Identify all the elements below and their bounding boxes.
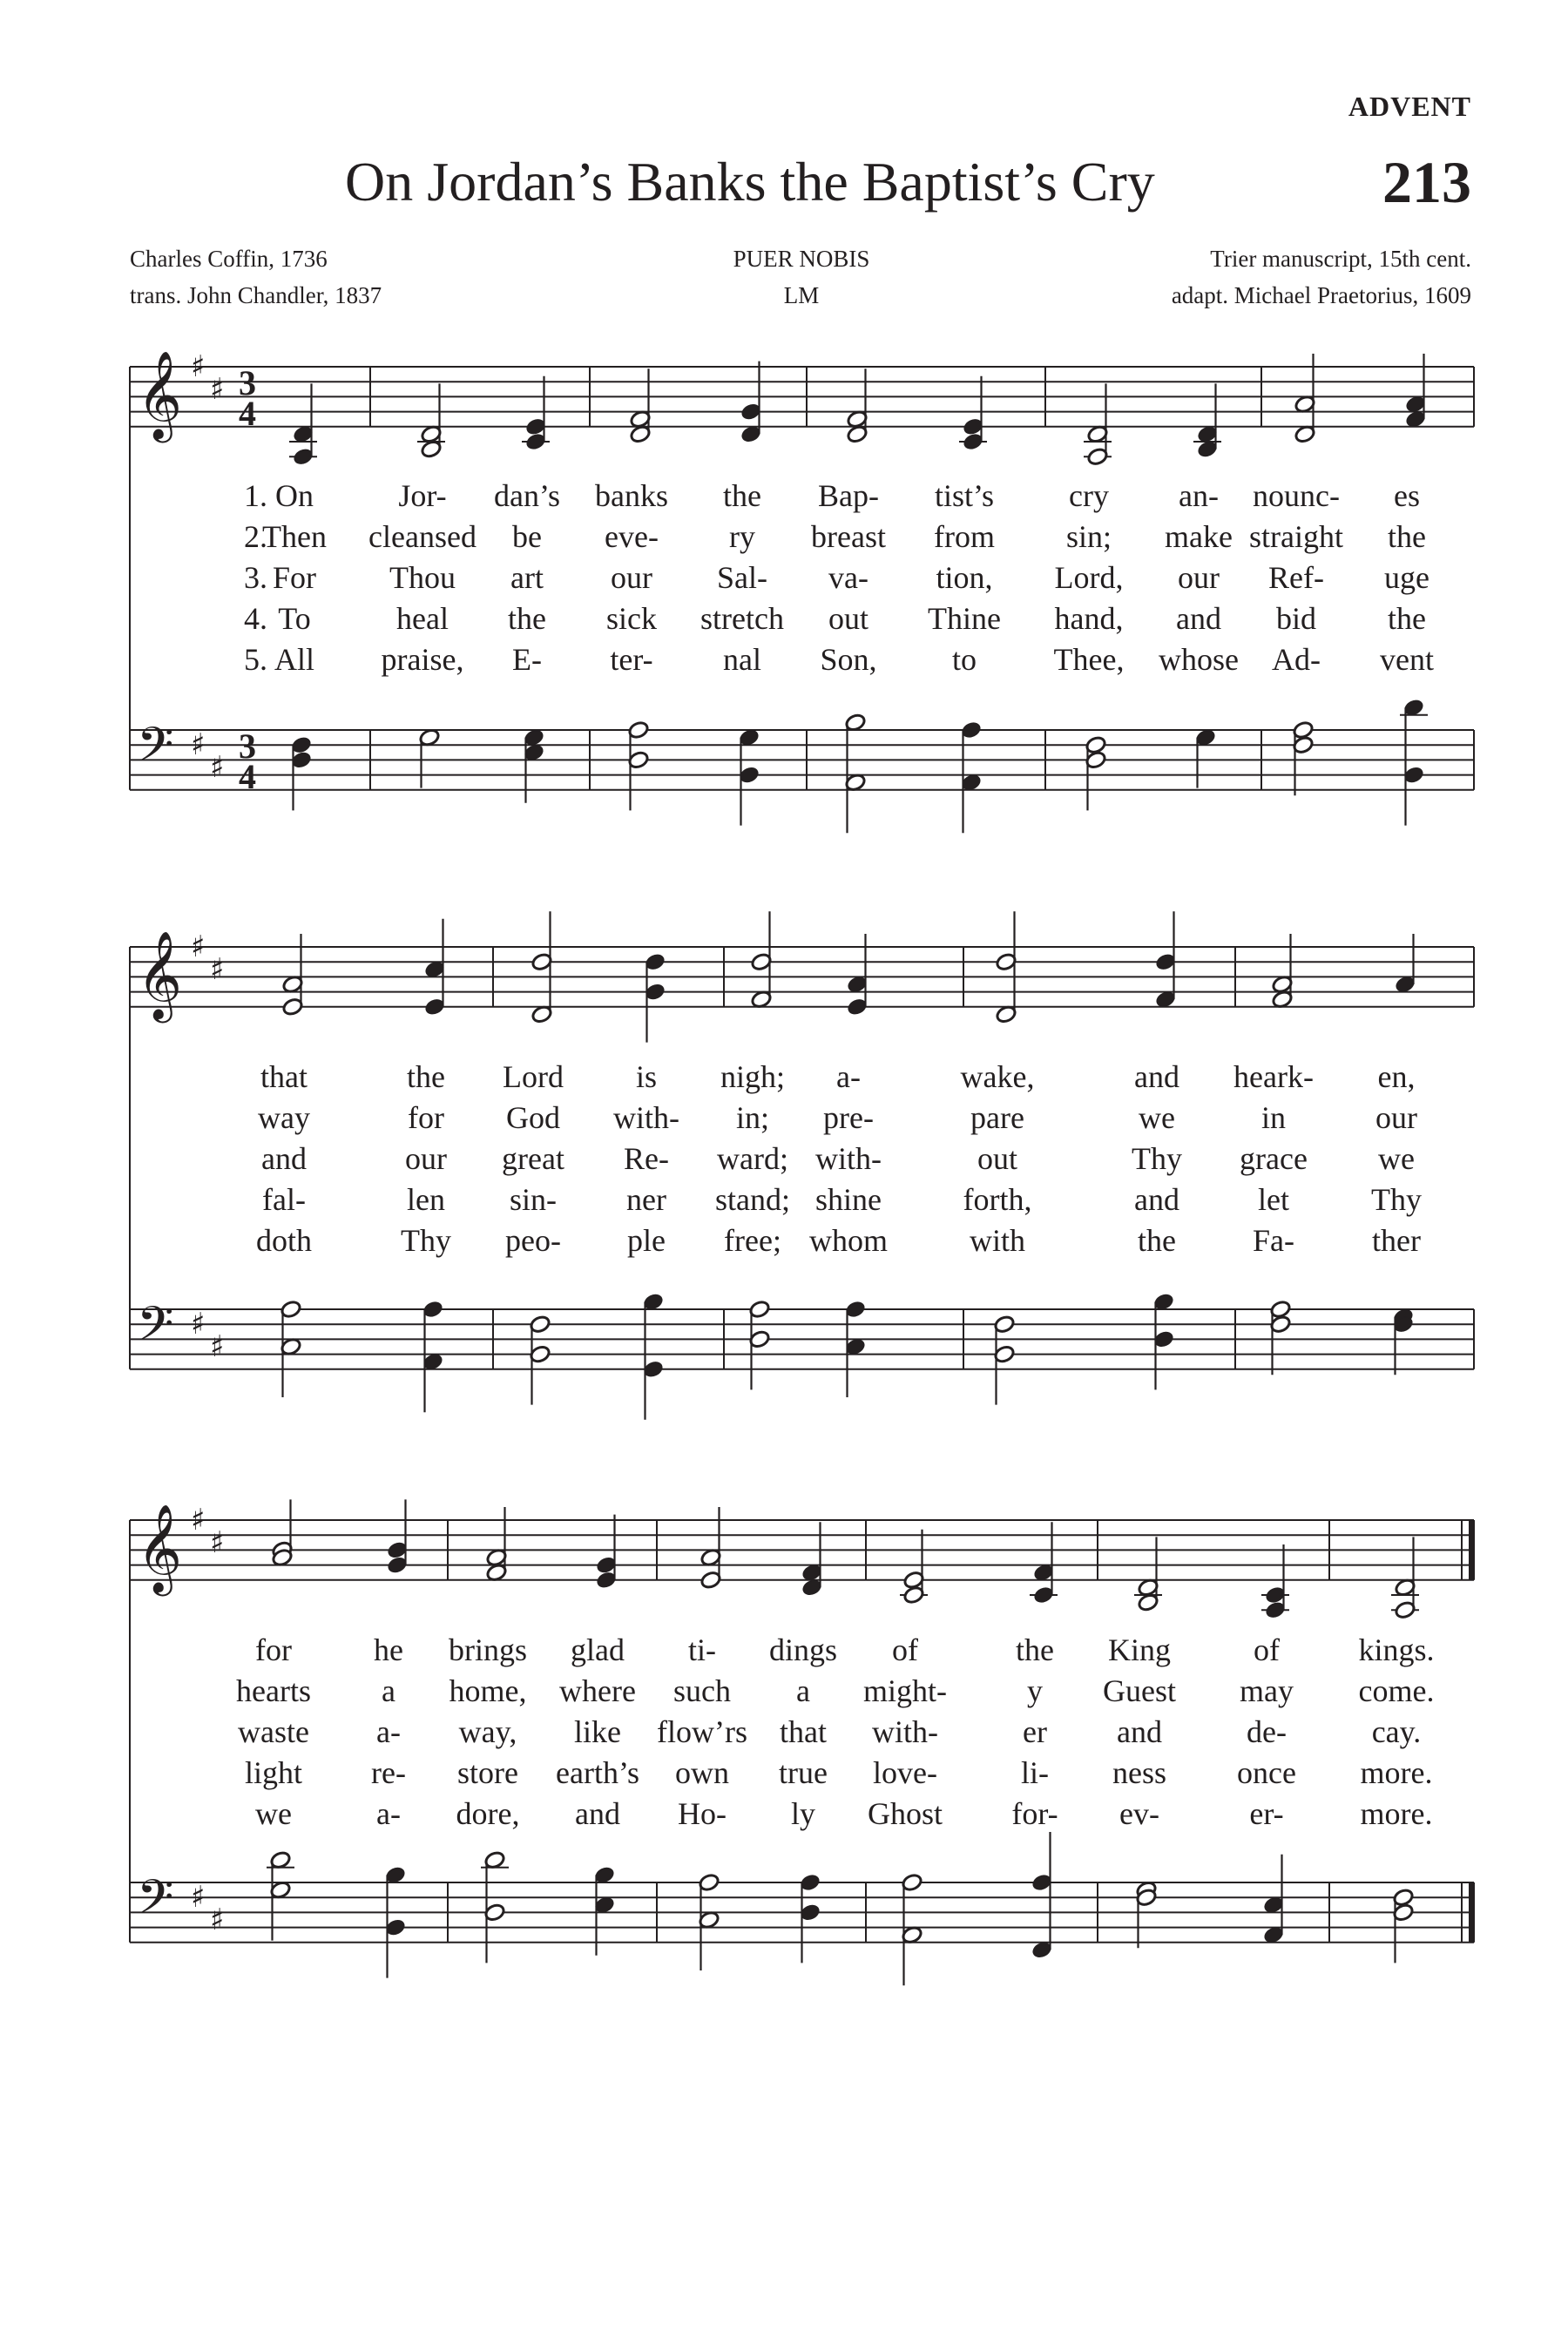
- lyric-syllable: All: [274, 642, 315, 677]
- lyric-syllable: once: [1237, 1755, 1296, 1790]
- treble-clef-icon: 𝄞: [137, 349, 183, 439]
- lyric-syllable: for-: [1011, 1796, 1058, 1831]
- lyric-syllable: the: [407, 1059, 445, 1094]
- lyric-syllable: Thy: [401, 1223, 451, 1258]
- lyric-syllable: with-: [872, 1714, 938, 1749]
- lyric-syllable: banks: [595, 478, 668, 513]
- lyric-syllable: and: [1134, 1059, 1179, 1094]
- lyric-syllable: Son,: [820, 642, 877, 677]
- lyric-syllable: more.: [1360, 1796, 1433, 1831]
- lyric-syllable: brings: [449, 1632, 527, 1667]
- lyric-syllable: Sal-: [717, 560, 767, 595]
- lyric-syllable: pare: [970, 1100, 1024, 1135]
- lyric-syllable: the: [1138, 1223, 1176, 1258]
- lyric-syllable: the: [1388, 519, 1426, 554]
- lyric-syllable: that: [780, 1714, 827, 1749]
- lyric-syllable: love-: [873, 1755, 937, 1790]
- lyric-syllable: an-: [1179, 478, 1219, 513]
- time-signature-top: 3: [239, 727, 256, 766]
- lyric-syllable: ly: [790, 1796, 816, 1831]
- lyric-syllable: forth,: [963, 1182, 1032, 1217]
- lyric-syllable: hand,: [1054, 601, 1124, 636]
- key-signature-sharp-icon: ♯: [210, 750, 225, 785]
- lyric-syllable: with: [969, 1223, 1026, 1258]
- lyric-syllable: ner: [626, 1182, 666, 1217]
- lyric-syllable: hearts: [236, 1673, 311, 1708]
- verse-number: 5.: [244, 642, 267, 677]
- lyric-syllable: come.: [1358, 1673, 1435, 1708]
- lyric-syllable: pre-: [823, 1100, 874, 1135]
- lyric-syllable: kings.: [1358, 1632, 1435, 1667]
- treble-clef-icon: 𝄞: [137, 929, 183, 1019]
- lyric-syllable: cleansed: [368, 519, 476, 554]
- lyric-syllable: and: [575, 1796, 620, 1831]
- lyric-syllable: a-: [376, 1714, 401, 1749]
- lyric-syllable: Thy: [1132, 1141, 1182, 1176]
- key-signature-sharp-icon: ♯: [210, 371, 225, 407]
- lyric-syllable: On: [275, 478, 314, 513]
- lyric-syllable: Ghost: [867, 1796, 943, 1831]
- lyric-syllable: Ho-: [678, 1796, 727, 1831]
- lyric-syllable: glad: [571, 1632, 625, 1667]
- time-signature-bottom: 4: [239, 394, 256, 433]
- lyric-syllable: our: [611, 560, 652, 595]
- lyric-syllable: wake,: [960, 1059, 1035, 1094]
- lyric-syllable: cay.: [1371, 1714, 1422, 1749]
- lyric-syllable: from: [934, 519, 995, 554]
- lyric-syllable: that: [260, 1059, 308, 1094]
- verse-number: 1.: [244, 478, 267, 513]
- lyric-syllable: Lord: [503, 1059, 564, 1094]
- lyric-syllable: and: [1117, 1714, 1162, 1749]
- lyric-syllable: For: [272, 560, 317, 595]
- lyric-syllable: heark-: [1233, 1059, 1314, 1094]
- lyric-syllable: straight: [1249, 519, 1343, 554]
- lyric-syllable: like: [574, 1714, 621, 1749]
- lyric-syllable: home,: [449, 1673, 527, 1708]
- lyric-syllable: fal-: [262, 1182, 306, 1217]
- lyric-syllable: art: [510, 560, 544, 595]
- key-signature-sharp-icon: ♯: [210, 951, 225, 987]
- lyric-syllable: uge: [1384, 560, 1429, 595]
- lyric-syllable: in: [1260, 1100, 1287, 1135]
- lyric-syllable: and: [1176, 601, 1221, 636]
- hymn-number: 213: [1382, 149, 1471, 215]
- lyric-syllable: grace: [1240, 1141, 1308, 1176]
- lyric-syllable: store: [457, 1755, 518, 1790]
- hymn-title: On Jordan’s Banks the Baptist’s Cry: [345, 151, 1155, 213]
- treble-clef-icon: 𝄞: [137, 1503, 183, 1592]
- lyric-syllable: flow’rs: [657, 1714, 747, 1749]
- lyric-syllable: praise,: [381, 642, 464, 677]
- lyric-syllable: ward;: [717, 1141, 788, 1176]
- lyric-syllable: ther: [1372, 1223, 1421, 1258]
- lyric-syllable: King: [1108, 1632, 1171, 1667]
- lyric-syllable: Thee,: [1053, 642, 1125, 677]
- lyric-syllable: eve-: [605, 519, 659, 554]
- lyric-syllable: and: [261, 1141, 307, 1176]
- lyric-syllable: Fa-: [1253, 1223, 1294, 1258]
- tune-adapter: adapt. Michael Praetorius, 1609: [1171, 282, 1471, 308]
- key-signature-sharp-icon: ♯: [191, 929, 206, 964]
- lyric-syllable: stand;: [715, 1182, 790, 1217]
- lyric-syllable: whose: [1159, 642, 1239, 677]
- lyric-syllable: sin;: [1065, 519, 1112, 554]
- lyric-syllable: free;: [724, 1223, 781, 1258]
- key-signature-sharp-icon: ♯: [210, 1524, 225, 1560]
- lyric-syllable: the: [723, 478, 761, 513]
- lyric-syllable: our: [1375, 1100, 1417, 1135]
- key-signature-sharp-icon: ♯: [191, 349, 206, 384]
- lyric-syllable: ry: [729, 519, 755, 554]
- tune-source: Trier manuscript, 15th cent.: [1210, 246, 1471, 272]
- key-signature-sharp-icon: ♯: [210, 1329, 225, 1364]
- verse-number: 3.: [244, 560, 267, 595]
- lyric-syllable: sick: [606, 601, 657, 636]
- lyric-syllable: he: [374, 1632, 403, 1667]
- text-author: Charles Coffin, 1736: [130, 246, 328, 272]
- lyric-syllable: ti-: [688, 1632, 716, 1667]
- lyric-syllable: more.: [1360, 1755, 1433, 1790]
- lyric-syllable: ter-: [610, 642, 653, 677]
- lyric-syllable: the: [1388, 601, 1426, 636]
- lyric-syllable: such: [673, 1673, 731, 1708]
- lyric-syllable: our: [1178, 560, 1220, 595]
- lyric-syllable: dan’s: [494, 478, 560, 513]
- lyric-syllable: Bap-: [818, 478, 879, 513]
- lyric-syllable: out: [828, 601, 869, 636]
- lyric-syllable: sin-: [510, 1182, 557, 1217]
- lyric-syllable: light: [244, 1755, 303, 1790]
- lyric-syllable: Guest: [1103, 1673, 1176, 1708]
- lyric-syllable: true: [779, 1755, 828, 1790]
- lyric-syllable: es: [1394, 478, 1420, 513]
- verse-number: 2.: [244, 519, 267, 554]
- lyric-syllable: a: [382, 1673, 395, 1708]
- lyric-syllable: with-: [613, 1100, 679, 1135]
- lyric-syllable: breast: [811, 519, 886, 554]
- lyric-syllable: a: [796, 1673, 810, 1708]
- key-signature-sharp-icon: ♯: [191, 727, 206, 763]
- lyric-syllable: of: [1254, 1632, 1280, 1667]
- lyric-syllable: nounc-: [1253, 478, 1340, 513]
- lyric-syllable: God: [506, 1100, 560, 1135]
- lyric-syllable: in;: [735, 1100, 770, 1135]
- key-signature-sharp-icon: ♯: [191, 1503, 206, 1538]
- lyric-syllable: len: [407, 1182, 445, 1217]
- lyric-syllable: Thou: [389, 560, 456, 595]
- key-signature-sharp-icon: ♯: [210, 1903, 225, 1937]
- lyric-syllable: ple: [627, 1223, 666, 1258]
- translator: trans. John Chandler, 1837: [130, 282, 382, 308]
- lyric-syllable: way,: [458, 1714, 517, 1749]
- lyric-syllable: shine: [815, 1182, 882, 1217]
- time-signature-top: 3: [239, 363, 256, 402]
- bass-clef-icon: 𝄢: [137, 1296, 174, 1363]
- lyric-syllable: tion,: [936, 560, 993, 595]
- lyric-syllable: li-: [1021, 1755, 1049, 1790]
- time-signature-bottom: 4: [239, 757, 256, 796]
- lyric-syllable: vent: [1380, 642, 1434, 677]
- lyric-syllable: a-: [376, 1796, 401, 1831]
- key-signature-sharp-icon: ♯: [191, 1307, 206, 1342]
- lyric-syllable: for: [408, 1100, 444, 1135]
- lyric-syllable: heal: [396, 601, 449, 636]
- lyric-syllable: en,: [1377, 1059, 1416, 1094]
- lyric-syllable: let: [1258, 1182, 1289, 1217]
- lyric-syllable: where: [559, 1673, 636, 1708]
- lyric-syllable: cry: [1069, 478, 1109, 513]
- lyric-syllable: dore,: [456, 1796, 520, 1831]
- lyric-syllable: E-: [512, 642, 542, 677]
- lyric-syllable: way: [258, 1100, 310, 1135]
- verse-number: 4.: [244, 601, 267, 636]
- lyric-syllable: tist’s: [934, 478, 995, 513]
- lyric-syllable: we: [1378, 1141, 1415, 1176]
- lyric-syllable: may: [1240, 1673, 1294, 1708]
- section-heading: ADVENT: [1348, 91, 1471, 122]
- lyric-syllable: we: [1139, 1100, 1175, 1135]
- lyric-syllable: Lord,: [1054, 560, 1124, 595]
- lyric-syllable: bid: [1275, 601, 1317, 636]
- tune-name: PUER NOBIS: [733, 246, 870, 272]
- lyric-syllable: Ref-: [1268, 560, 1324, 595]
- lyric-syllable: great: [502, 1141, 564, 1176]
- lyric-syllable: peo-: [505, 1223, 561, 1258]
- lyric-syllable: nigh;: [720, 1059, 786, 1094]
- lyric-syllable: with-: [815, 1141, 882, 1176]
- lyric-syllable: va-: [828, 560, 868, 595]
- lyric-syllable: might-: [863, 1673, 947, 1708]
- lyric-syllable: Then: [262, 519, 327, 554]
- lyric-syllable: earth’s: [556, 1755, 639, 1790]
- lyric-syllable: Jor-: [398, 478, 447, 513]
- lyric-syllable: ness: [1112, 1755, 1166, 1790]
- meter: LM: [783, 282, 820, 308]
- lyric-syllable: be: [512, 519, 542, 554]
- lyric-syllable: out: [977, 1141, 1018, 1176]
- bass-clef-icon: 𝄢: [137, 717, 174, 784]
- lyric-syllable: for: [255, 1632, 292, 1667]
- lyric-syllable: de-: [1247, 1714, 1287, 1749]
- key-signature-sharp-icon: ♯: [191, 1880, 206, 1916]
- lyric-syllable: re-: [371, 1755, 406, 1790]
- lyric-syllable: Thy: [1371, 1182, 1422, 1217]
- lyric-syllable: own: [675, 1755, 729, 1790]
- lyric-syllable: make: [1165, 519, 1233, 554]
- lyric-syllable: Thine: [928, 601, 1001, 636]
- lyric-syllable: stretch: [700, 601, 784, 636]
- lyric-syllable: nal: [723, 642, 761, 677]
- lyric-syllable: and: [1134, 1182, 1179, 1217]
- lyric-syllable: Ad-: [1272, 642, 1321, 677]
- lyric-syllable: y: [1027, 1673, 1043, 1708]
- lyric-syllable: the: [508, 601, 546, 636]
- lyric-syllable: a-: [836, 1059, 861, 1094]
- lyric-syllable: Re-: [624, 1141, 669, 1176]
- lyric-syllable: is: [635, 1059, 658, 1094]
- lyric-syllable: whom: [809, 1223, 888, 1258]
- lyric-syllable: waste: [238, 1714, 309, 1749]
- lyric-syllable: our: [405, 1141, 447, 1176]
- lyric-syllable: of: [892, 1632, 918, 1667]
- lyric-syllable: we: [255, 1796, 292, 1831]
- bass-clef-icon: 𝄢: [137, 1869, 174, 1936]
- lyric-syllable: the: [1016, 1632, 1054, 1667]
- lyric-syllable: er-: [1249, 1796, 1284, 1831]
- lyric-syllable: to: [951, 642, 977, 677]
- lyric-syllable: dings: [768, 1632, 838, 1667]
- lyric-syllable: er: [1023, 1714, 1047, 1749]
- lyric-syllable: ev-: [1119, 1796, 1159, 1831]
- lyric-syllable: To: [278, 601, 311, 636]
- lyric-syllable: doth: [255, 1223, 313, 1258]
